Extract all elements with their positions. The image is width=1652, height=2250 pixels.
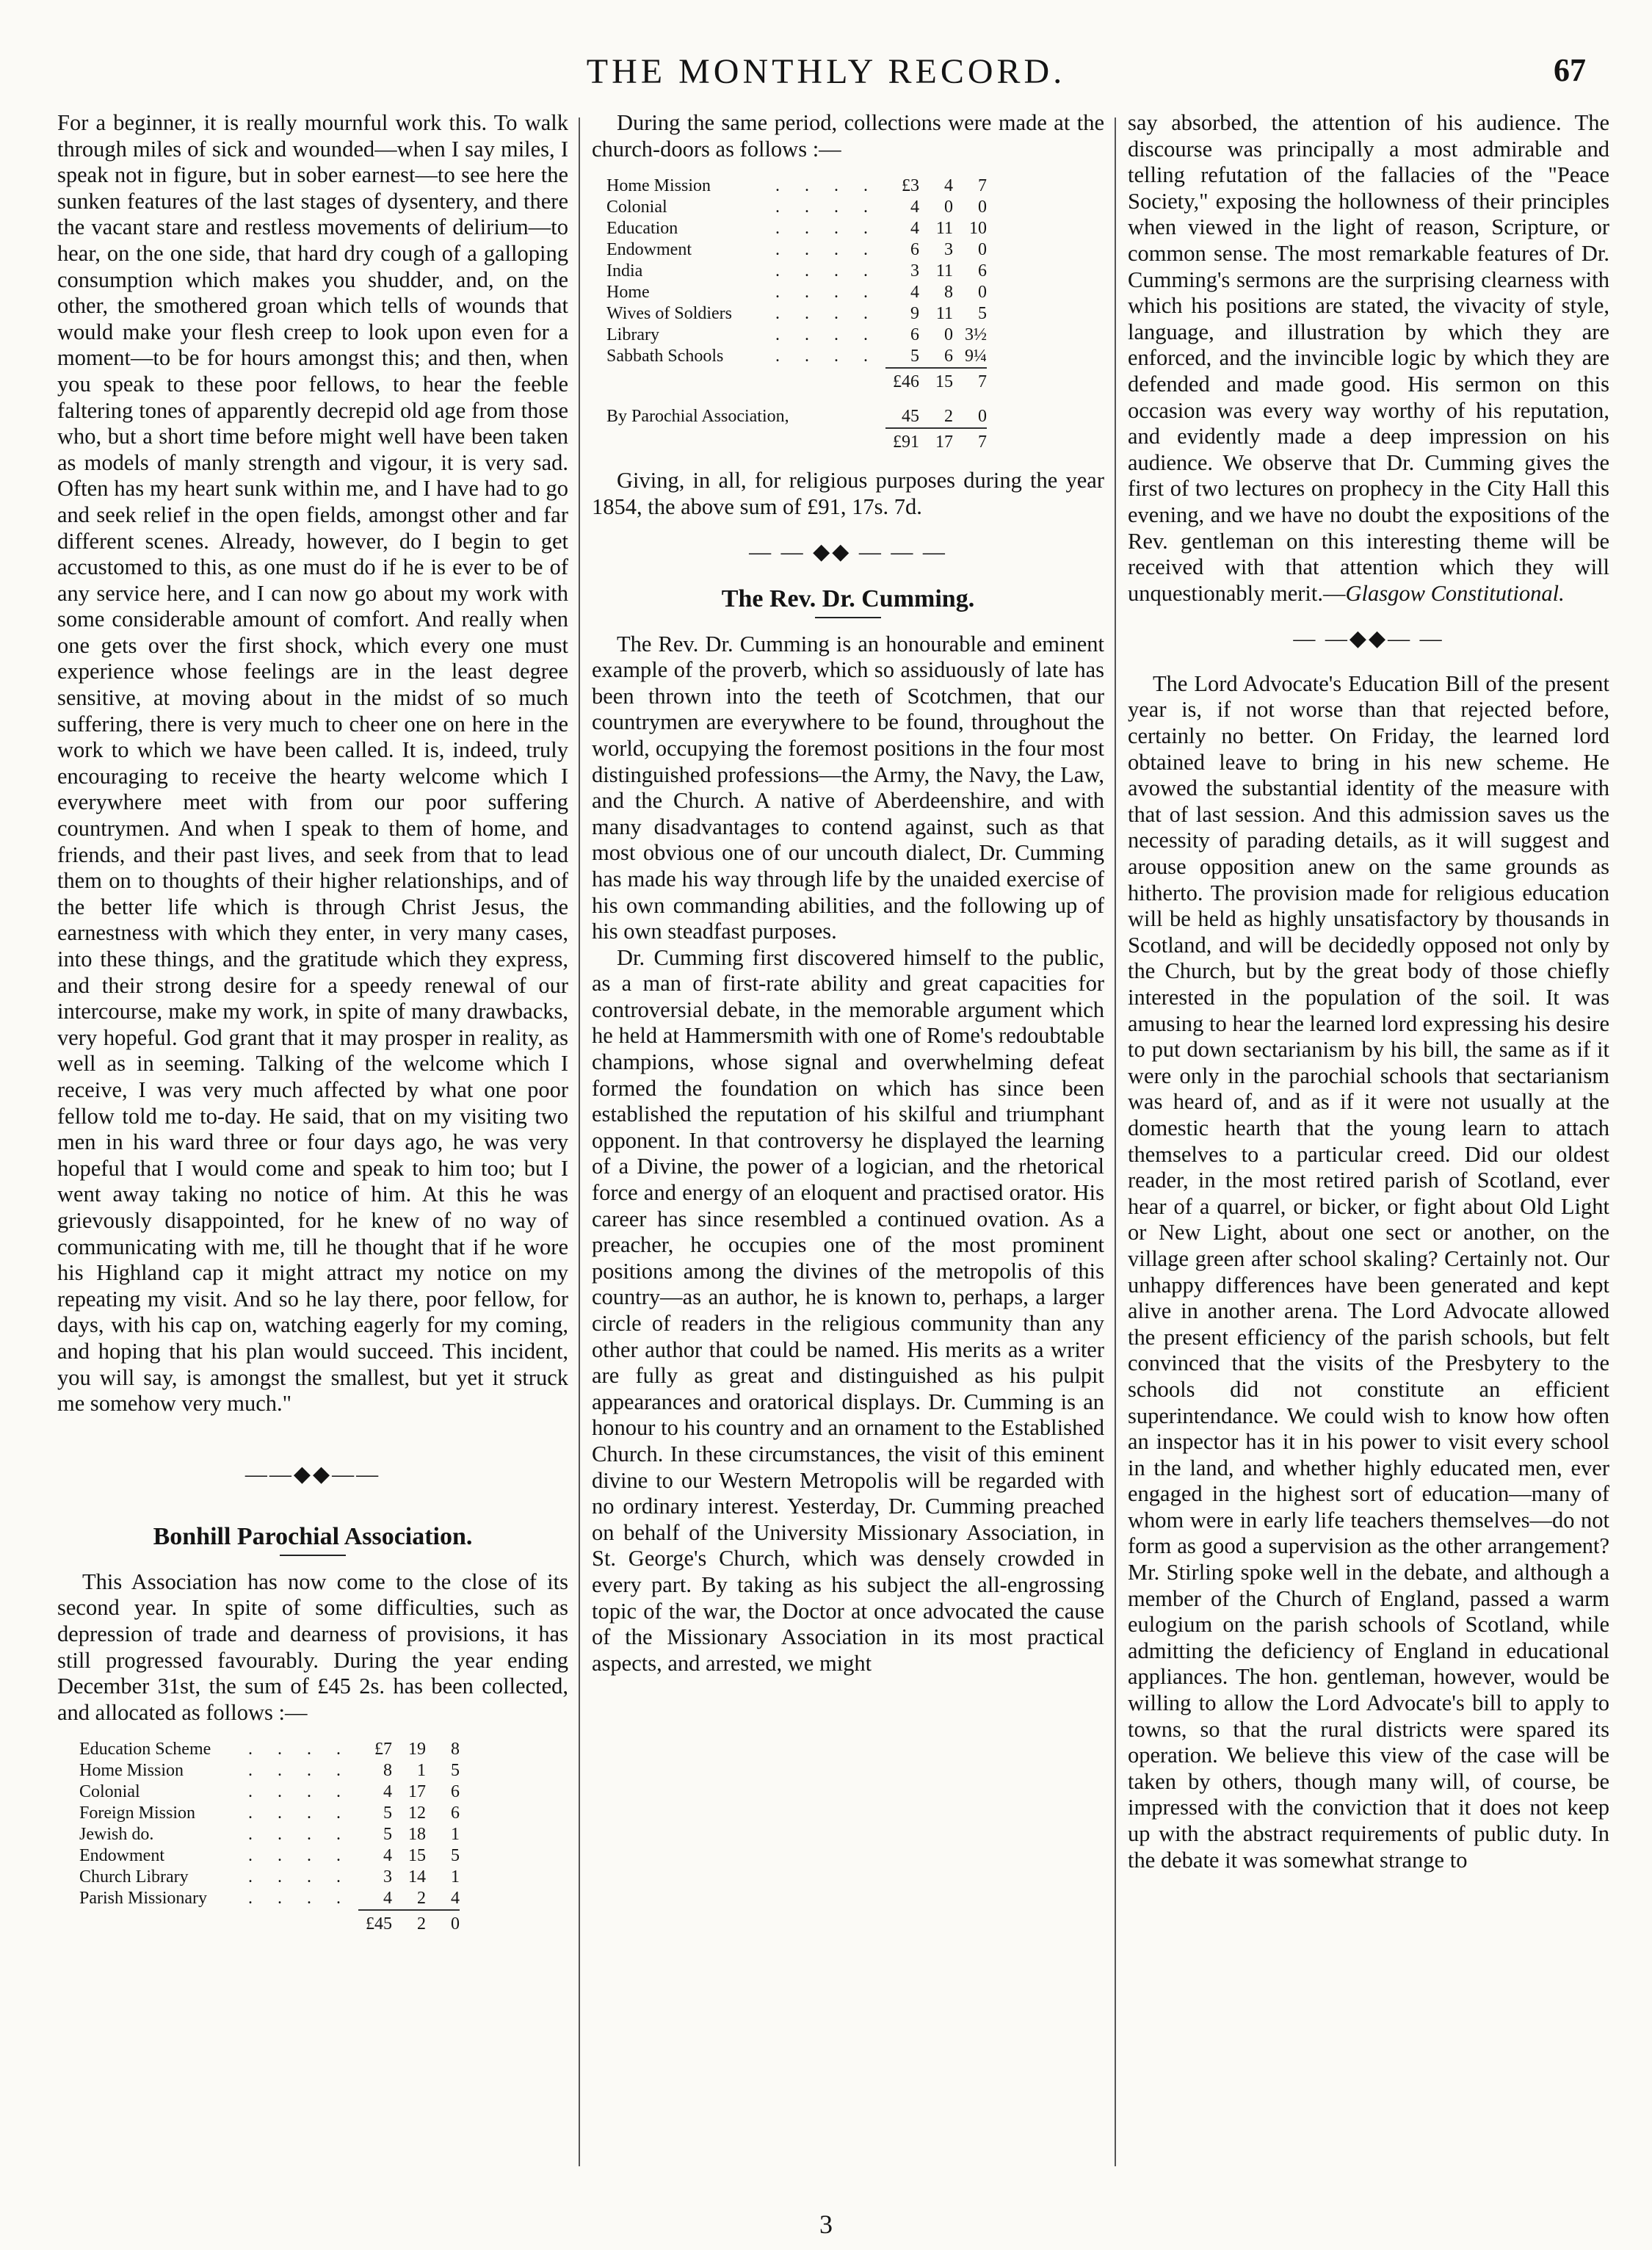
fund-shillings: 14 [408,1867,426,1887]
fund-pence: 10 [969,219,987,239]
fund-shillings: 15 [408,1846,426,1866]
fund-pence: 6 [451,1782,460,1802]
fund-row [79,1760,460,1781]
grand-total-row [606,428,987,453]
fund-pence: 5 [978,304,987,324]
fund-shillings: 19 [408,1740,426,1759]
fund-shillings: 1 [417,1761,426,1781]
fund-pence: 1 [451,1867,460,1887]
leader-dots: . . . . [775,325,878,345]
page-header [59,51,1593,110]
fund-name: Education [606,219,678,239]
fund-pounds: 5 [910,347,919,366]
giving-paragraph: Giving, in all, for religious purposes during the year 1854, the above sum of £91, 17s. 7d. [592,468,1104,519]
fund-name: Home Mission [606,176,711,196]
fund-pence: 0 [978,240,987,260]
letter-paragraph: For a beginner, it is really mournful work this. To walk through miles of sick and wounded—when I say miles, I speak not in figure, but in sober earnest—to see here the sunken features of the last stages of dysentery, and there the vacant stare and restless movements of delirium—to hear, on the one side, that hard dry cough of a galloping consumption which makes you shudder, and, on the other, the smothered groan which tells of wounds that would make your flesh creep to look upon even for a moment—to be for hours amongst this; and then, when you speak to these poor fellows, to hear the feeble faltering tones of apparently decrepid old age from those who, but a short time before might well have been taken as models of manly strength and vigour, it is very sad. Often has my heart sunk within me, and I have had to go and seek relief in the open fields, amongst other and far different scenes. Already, however, do I begin to get accustomed to this, as one must do if he is ever to be of any service here, and I can now go about my work with some considerable amount of comfort. And really when one gets over the first shock, which every one must experience whose feelings are in the least degree sensitive, at moving about in the midst of so much suffering, there is very much to cheer one on here in the work to which we have been called. It is, indeed, truly encouraging to receive the hearty welcome which I everywhere meet with from our poor suffering countrymen. And when I speak to them of home, and friends, and their past lives, and seek from that to lead them on to thoughts of their higher relationships, and of the better life which is through Christ Jesus, the earnestness with which they enter, in very many cases, into these things, and the gratitude which they express, and their strong desire for a speedy renewal of our intercourse, make my work, in spite of many drawbacks, very hopeful. God grant that it may prosper in reality, as well as in seeming. Talking of the welcome which I receive, I was very much affected by what one poor fellow told me to-day. He said, that on my visiting two men in his ward three or four days ago, he was very hopeful that I would come and speak to him too; but I went away taking no notice of him. At this he was grievously disappointed, for he knew of no way of communicating with me, till he thought that if he wore his Highland cap it might attract my notice on my repeating my visit. And so he lay there, poor fellow, for days, with his cap on, watching eagerly for my coming, and hoping that his plan would succeed. This incident, you will say, is amongst the smallest, but yet it struck me somehow very much." [57,110,568,1417]
fund-name: Endowment [79,1846,164,1866]
fund-shillings: 11 [935,261,953,281]
cumming-paragraph: Dr. Cumming first discovered himself to the public, as a man of first-rate ability and great capacities for controversial debate, in the memorable argument which he held at Hammersmith with one of Rome's redoubtable champions, whose signal and overwhelming defeat formed the foundation on which has since been established the reputation of his skilful and triumphant opponent. In that controversy he displayed the learning of a Divine, the power of a logician, and the rhetorical force and energy of an eloquent and practised orator. His career has since resembled a continued ovation. As a preacher, he occupies one of the most prominent positions among the divines of the metropolis of this country—as an author, he is known to, perhaps, a larger circle of readers in the religious community than any other author that could be named. His merits as a writer are fully as great and distinguished as his pulpit appearances and oratorical displays. Dr. Cumming is an honour to his country and an ornament to the Established Church. In these circumstances, the visit of this eminent divine to our Western Metropolis will be regarded with no ordinary interest. Yesterday, Dr. Cumming preached on behalf of the University Missionary Association, in St. George's Church, which was densely crowded in every part. By taking as his subject the all-engrossing topic of the war, the Doctor at once advocated the cause of the Missionary Association in its most practical aspects, and arrested, we might [592,944,1104,1676]
fund-pounds: 4 [910,219,919,239]
cumming-continuation [1128,110,1609,607]
parochial-pounds: 45 [902,407,919,427]
fund-shillings: 11 [935,304,953,324]
fund-row [79,1739,460,1760]
fund-pounds: £3 [902,176,919,196]
fund-shillings: 11 [935,219,953,239]
total-shillings: 2 [392,1910,426,1935]
bonhill-allocation-table [79,1739,460,1935]
total-pence: 0 [426,1910,460,1935]
fund-name: Parish Missionary [79,1889,207,1909]
fund-row [79,1803,460,1824]
fund-name: Endowment [606,240,692,260]
fund-name: Colonial [79,1782,140,1802]
fund-name: Library [606,325,659,345]
fund-row [79,1781,460,1803]
fund-pounds: 3 [383,1867,392,1887]
fund-name: Colonial [606,198,667,217]
leader-dots: . . . . [248,1761,351,1781]
fund-row [79,1867,460,1888]
leader-dots: . . . . [248,1846,351,1866]
fund-pence: 1 [451,1825,460,1845]
fund-row [606,218,987,239]
grand-total-pence: 7 [953,428,987,453]
fund-name: Jewish do. [79,1825,154,1845]
fund-pence: 0 [978,198,987,217]
ornament-divider: — — ◆◆ — — — [749,540,947,565]
heading-underline [815,617,881,618]
fund-shillings: 2 [417,1889,426,1909]
fund-name: Education Scheme [79,1740,211,1759]
fund-row [79,1845,460,1867]
fund-pounds: 6 [910,240,919,260]
fund-name: Home [606,283,650,303]
fund-pence: 5 [451,1761,460,1781]
fund-shillings: 0 [944,198,953,217]
source-attribution: Glasgow Constitutional. [1345,580,1565,606]
leader-dots: . . . . [775,261,878,281]
fund-name: Home Mission [79,1761,184,1781]
fund-name: Church Library [79,1867,189,1887]
heading-underline [280,1555,346,1556]
leader-dots: . . . . [248,1889,351,1909]
parochial-row [606,393,987,428]
fund-row [606,346,987,368]
column-rule-left [579,117,580,2166]
collections-intro: During the same period, collections were made at the church-doors as follows :— [592,110,1104,162]
subtotal-pence: 7 [953,368,987,393]
ornament-divider: ——◆◆—— [244,1461,381,1486]
subtotal-pounds: £46 [885,368,919,393]
ornament-divider: — —◆◆— — [1293,626,1444,651]
leader-dots: . . . . [248,1804,351,1823]
fund-pounds: 4 [383,1889,392,1909]
fund-pounds: 4 [383,1846,392,1866]
fund-row [79,1888,460,1910]
fund-row [606,282,987,303]
fund-pounds: 5 [383,1825,392,1845]
cumming-paragraph: The Rev. Dr. Cumming is an honourable and eminent example of the proverb, which so assiduously of late has been thrown into the teeth of Scotchmen, that our countrymen are everywhere to be found, throughout the world, occupying the foremost positions in the four most distinguished professions—the Army, the Navy, the Law, and the Church. A native of Aberdeenshire, and with many disadvantages to contend against, such as that most obvious one of our uncouth dialect, Dr. Cumming has made his way through life by the unaided exercise of his own commanding abilities, and the following up of his own steadfast purposes. [592,631,1104,944]
cumming-continuation-text: say absorbed, the attention of his audience. The discourse was principally a most admirable and telling refutation of the fallacies of the "Peace Society," exposing the hollowness of their principles when viewed in the light of reason, Scripture, or common sense. The most remarkable features of Dr. Cumming's sermons are the surprising clearness with which his positions are stated, the vivacity of style, language, and illustration by which they are enforced, and the invincible logic by which they are defended and made good. His sermon on this occasion was every way worthy of his reputation, and evidently made a deep impression on his audience. We observe that Dr. Cumming gives the first of two lectures on prophecy in the City Hall this evening, and we have no doubt the expositions of the Rev. gentleman on this interesting theme will be received with that attention which they will unquestionably merit.— [1128,110,1609,606]
fund-pounds: £7 [374,1740,392,1759]
fund-shillings: 4 [944,176,953,196]
fund-pence: 7 [978,176,987,196]
leader-dots: . . . . [248,1867,351,1887]
bonhill-total-row [79,1910,460,1935]
parochial-shillings: 2 [944,407,953,427]
leader-dots: . . . . [775,240,878,260]
column-rule-right [1115,117,1116,2166]
fund-pence: 6 [451,1804,460,1823]
column-middle [583,110,1113,2196]
cumming-heading: The Rev. Dr. Cumming. [721,585,975,612]
fund-pounds: 6 [910,325,919,345]
fund-pence: 8 [451,1740,460,1759]
fund-shillings: 12 [408,1804,426,1823]
fund-pence: 6 [978,261,987,281]
leader-dots: . . . . [775,176,878,196]
fund-row [606,197,987,218]
grand-total-shillings: 17 [919,428,953,453]
fund-pounds: 4 [910,198,919,217]
parochial-pence: 0 [978,407,987,427]
fund-pounds: 8 [383,1761,392,1781]
bonhill-heading: Bonhill Parochial Association. [153,1523,473,1551]
fund-name: Wives of Soldiers [606,304,733,324]
fund-shillings: 3 [944,240,953,260]
fund-row [79,1824,460,1845]
fund-pounds: 9 [910,304,919,324]
fund-row [606,176,987,197]
leader-dots: . . . . [775,219,878,239]
leader-dots: . . . . [775,304,878,324]
page-number: 67 [1554,52,1586,88]
fund-pounds: 5 [383,1804,392,1823]
fund-row [606,303,987,325]
fund-row [606,239,987,261]
leader-dots: . . . . [248,1740,351,1759]
running-title: THE MONTHLY RECORD. [586,52,1066,91]
collections-table [606,176,987,453]
fund-pence: 5 [451,1846,460,1866]
fund-pence: 4 [451,1889,460,1909]
fund-shillings: 0 [944,325,953,345]
fund-name: Sabbath Schools [606,347,724,366]
fund-name: Foreign Mission [79,1804,196,1823]
leader-dots: . . . . [248,1782,351,1802]
education-bill-paragraph: The Lord Advocate's Education Bill of the present year is, if not worse than that rejected before, certainly no better. On Friday, the learned lord obtained leave to bring in his new scheme. He avowed the substantial identity of the measure with that of last session. And this admission saves us the necessity of parading details, as it will suggest and arouse opposition anew on the same grounds as hitherto. The provision made for religious education will be held as highly unsatisfactory by thousands in Scotland, and will be decidedly opposed not only by the Church, but by the great body of those chiefly interested in the population of the soil. It was amusing to hear the learned lord expressing his desire to put down sectarianism by his bill, the same as if it were only in the parochial schools that sectarianism was heard of, and as if it were not usually at the domestic hearth that the young learn to attach themselves to a particular creed. Did our oldest reader, in the most retired parish of Scotland, ever hear of a quarrel, or bicker, or fight about Old Light or New Light, about one sect or another, on the village green after school skaling? Certainly not. Our unhappy differences have been generated and kept alive in another arena. The Lord Advocate allowed the present efficiency of the parish schools, but felt convinced that the visits of the Presbytery to the schools did not constitute an efficient superintendance. We could wish to know how often an inspector has it in his power to visit every school in the land, and whether highly educated men, ever engaged in the highest sort of education—many of whom were in early life teachers themselves—do not form as good a supervision as the other arrangement? Mr. Stirling spoke well in the debate, and although a member of the Church of England, passed a warm eulogium on the parish schools of Scotland, while admitting the deficiency of England in educational appliances. The hon. gentleman, however, would be willing to allow the Lord Advocate's bill to apply to towns, so that the rural districts were spared its operation. We believe this view of the case will be taken by others, though many will, of course, be impressed with the conviction that it does not keep up with the abstract requirements of public duty. In the debate it was somewhat strange to [1128,670,1609,1873]
leader-dots: . . . . [775,347,878,366]
leader-dots: . . . . [248,1825,351,1845]
fund-shillings: 8 [944,283,953,303]
bonhill-paragraph: This Association has now come to the close of its second year. In spite of some difficulties, such as depression of trade and dearness of provisions, it has still progressed favourably. During the year ending December 31st, the sum of £45 2s. has been collected, and allocated as follows :— [57,1569,568,1725]
grand-total-pounds: £91 [885,428,919,453]
fund-pounds: 3 [910,261,919,281]
column-right [1119,110,1609,2196]
column-left [57,110,577,2196]
fund-shillings: 18 [408,1825,426,1845]
fund-shillings: 6 [944,347,953,366]
total-pounds: £45 [358,1910,392,1935]
collections-subtotal-row [606,368,987,393]
fund-pounds: 4 [383,1782,392,1802]
fund-pence: 0 [978,283,987,303]
subtotal-shillings: 15 [919,368,953,393]
fund-name: India [606,261,643,281]
fund-row [606,261,987,282]
leader-dots: . . . . [775,283,878,303]
fund-row [606,325,987,346]
fund-shillings: 17 [408,1782,426,1802]
leader-dots: . . . . [775,198,878,217]
printer-signature: 3 [819,2210,833,2239]
fund-pence: 9¼ [965,347,987,366]
fund-pence: 3½ [965,325,987,345]
parochial-label: By Parochial Association, [606,407,789,427]
fund-pounds: 4 [910,283,919,303]
